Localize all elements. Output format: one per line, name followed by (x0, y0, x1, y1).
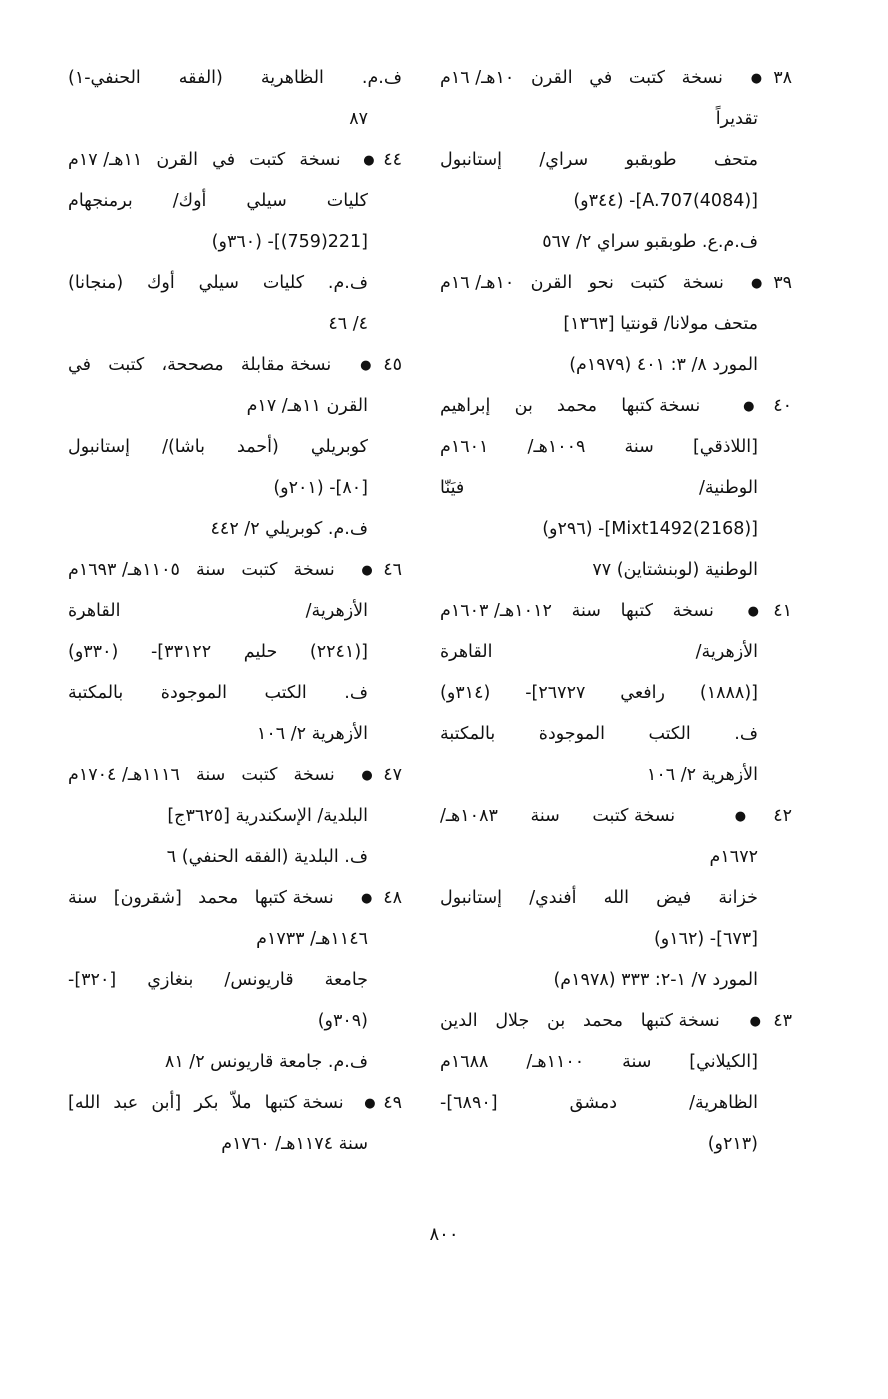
entry-line: متحف طوبقبو سراي/ إستانبول (440, 150, 758, 170)
entry-38-head: ٣٨● نسخة كتبت في القرن ١٠هـ/ ١٦م (440, 68, 792, 88)
entry-40-head: ٤٠● نسخة كتبها محمد بن إبراهيم (440, 396, 792, 416)
entry-line: ١١٤٦هـ/ ١٧٣٣م (256, 929, 368, 949)
entry-line: جامعة قاريونس/ بنغازي [٣٢٠]- (68, 970, 368, 990)
entry-42-head: ٤٢● نسخة كتبت سنة ١٠٨٣هـ/ (440, 806, 792, 826)
bullet-icon: ● (737, 1014, 774, 1029)
entry-line: المورد ٧/ ١-٢: ٣٣٣ (١٩٧٨م) (553, 970, 758, 990)
entry-line: البلدية/ الإسكندرية [٣٦٢٥ج] (167, 806, 368, 826)
entry-line: [٨٠]- (٢٠١و) (273, 478, 368, 498)
entry-line: الظاهرية/ دمشق [٦٨٩٠]- (440, 1093, 758, 1113)
entry-line: [A.707(4084)]- (٣٤٤و) (573, 191, 758, 211)
entry-line: المورد ٨/ ٣: ٤٠١ (١٩٧٩م) (569, 355, 758, 375)
entry-line: [اللاذقي] سنة ١٠٠٩هـ/ ١٦٠١م (440, 437, 758, 457)
entry-line: (٣٠٩و) (317, 1011, 368, 1031)
page-number: ٨٠٠ (429, 1224, 459, 1245)
entry-line: ف. الكتب الموجودة بالمكتبة (68, 683, 368, 703)
bullet-icon: ● (356, 1096, 384, 1111)
entry-line: الأزهرية/ القاهرة (440, 642, 758, 662)
entry-line: الوطنية (لوبنشتاين) ٧٧ (592, 560, 758, 580)
entry-line: ١٦٧٢م (709, 847, 758, 867)
entry-45-head: ٤٥● نسخة مقابلة مصححة، كتبت في (68, 355, 403, 375)
entry-line: متحف مولانا/ قونتيا [١٣٦٣] (563, 314, 758, 334)
entry-line: [٦٧٣]- (١٦٢و) (653, 929, 758, 949)
bullet-icon: ● (350, 768, 384, 783)
entry-line: [(١٨٨٨) رافعي ٢٦٧٢٧]- (٣١٤و) (440, 683, 758, 703)
entry-line: ف.م. جامعة قاريونس ٢/ ٨١ (164, 1052, 368, 1072)
entry-line: الأزهرية ٢/ ١٠٦ (256, 724, 368, 744)
entry-44-head: ٤٤● نسخة كتبت في القرن ١١هـ/ ١٧م (68, 150, 402, 170)
bullet-icon: ● (739, 71, 774, 86)
entry-line: القرن ١١هـ/ ١٧م (246, 396, 368, 416)
entry-46-head: ٤٦● نسخة كتبت سنة ١١٠٥هـ/ ١٦٩٣م (68, 560, 402, 580)
entry-line: الوطنية/ فيَنّا (440, 478, 758, 498)
entry-line: خزانة فيض الله أفندي/ إستانبول (440, 888, 758, 908)
entry-48-head: ٤٨● نسخة كتبها محمد [شقرون] سنة (68, 888, 402, 908)
entry-line: [Mixt1492(2168)]- (٢٩٦و) (542, 519, 758, 539)
entry-line: ف. البلدية (الفقه الحنفي) ٦ (166, 847, 368, 867)
entry-continuation: ف.م. الظاهرية (الفقه الحنفي-١) (68, 68, 402, 88)
entry-47-head: ٤٧● نسخة كتبت سنة ١١١٦هـ/ ١٧٠٤م (68, 765, 402, 785)
bullet-icon: ● (348, 358, 384, 373)
entry-line: ٤/ ٤٦ (328, 314, 368, 334)
entry-line: سنة ١١٧٤هـ/ ١٧٦٠م (221, 1134, 368, 1154)
entry-43-head: ٤٣● نسخة كتبها محمد بن جلال الدين (440, 1011, 792, 1031)
bullet-icon: ● (733, 604, 774, 619)
entry-line: [(٢٢٤١) حليم ٣٣١٢٢]- (٣٣٠و) (68, 642, 368, 662)
bullet-icon: ● (350, 563, 384, 578)
bullet-icon: ● (350, 891, 384, 906)
entry-line: كليات سيلي أوك/ برمنجهام (68, 191, 368, 211)
bullet-icon: ● (707, 809, 774, 824)
entry-line: ف.م.ع. طوبقبو سراي ٢/ ٥٦٧ (542, 232, 758, 252)
right-column (440, 58, 792, 1165)
left-column (68, 58, 402, 1165)
entry-line: [221(759)]- (٣٦٠و) (211, 232, 368, 252)
entry-41-head: ٤١● نسخة كتبها سنة ١٠١٢هـ/ ١٦٠٣م (440, 601, 792, 621)
entry-49-head: ٤٩● نسخة كتبها ملاّ بكر [أبن عبد الله] (68, 1093, 402, 1113)
bullet-icon: ● (354, 153, 384, 168)
entry-line: ٨٧ (349, 109, 368, 129)
entry-line: كوبريلي (أحمد باشا)/ إستانبول (68, 437, 368, 457)
entry-line: ف.م. كليات سيلي أوك (منجانا) (68, 273, 368, 293)
entry-line: الأزهرية ٢/ ١٠٦ (646, 765, 758, 785)
entry-line: الأزهرية/ القاهرة (68, 601, 368, 621)
entry-39-head: ٣٩● نسخة كتبت نحو القرن ١٠هـ/ ١٦م (440, 273, 793, 293)
entry-line: [الكيلاني] سنة ١١٠٠هـ/ ١٦٨٨م (440, 1052, 758, 1072)
entry-line: تقديراً (715, 109, 758, 129)
entry-line: (٢١٣و) (707, 1134, 758, 1154)
entry-line: ف.م. كوبريلي ٢/ ٤٤٢ (210, 519, 368, 539)
entry-line: ف. الكتب الموجودة بالمكتبة (440, 724, 758, 744)
bullet-icon: ● (740, 276, 774, 291)
bullet-icon: ● (724, 399, 774, 414)
